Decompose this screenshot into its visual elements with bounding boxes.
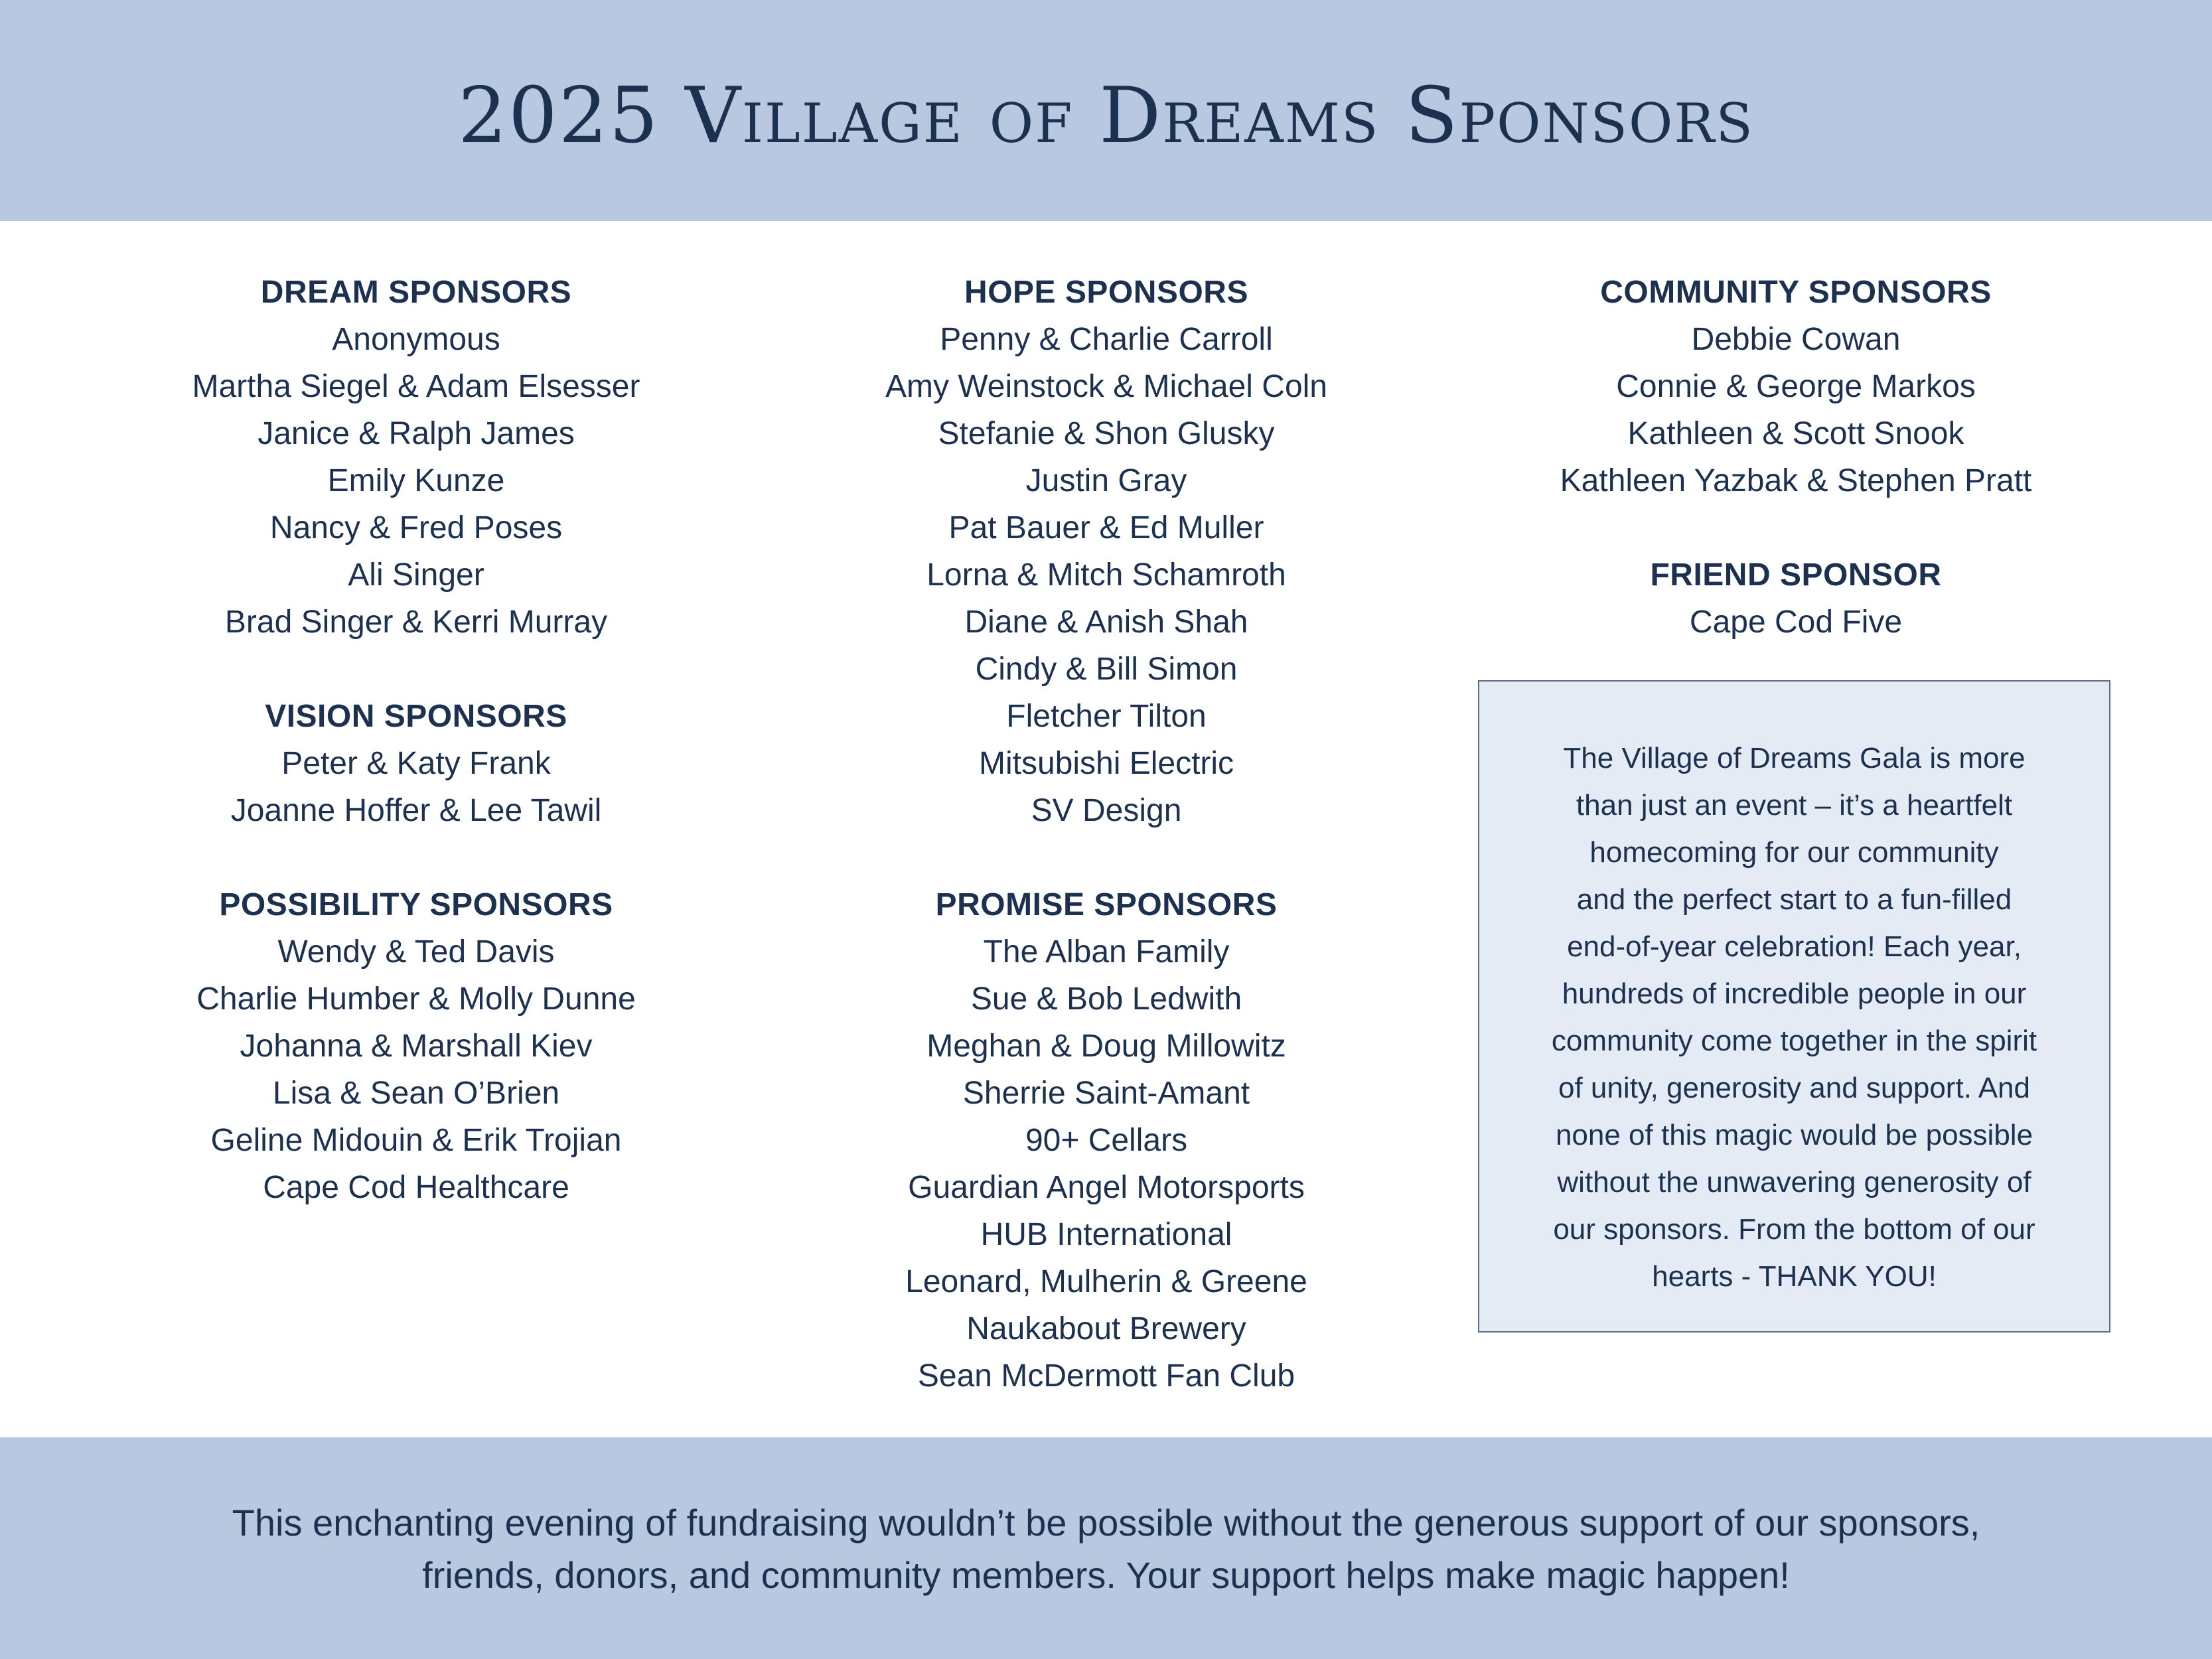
message-line: community come together in the spirit bbox=[1551, 1025, 2037, 1057]
sponsor-name: Charlie Humber & Molly Dunne bbox=[196, 981, 636, 1017]
sponsor-name: Justin Gray bbox=[1025, 463, 1187, 498]
sponsor-name: Brad Singer & Kerri Murray bbox=[224, 605, 608, 640]
sponsor-name: Geline Midouin & Erik Trojian bbox=[210, 1123, 622, 1158]
sponsor-name: 90+ Cellars bbox=[1025, 1123, 1188, 1158]
sponsor-name: Janice & Ralph James bbox=[258, 416, 575, 451]
sponsor-name: Cape Cod Five bbox=[1689, 605, 1903, 640]
sponsor-name: Pat Bauer & Ed Muller bbox=[948, 510, 1264, 545]
sponsor-name: Guardian Angel Motorsports bbox=[908, 1170, 1305, 1205]
sponsor-name: Cindy & Bill Simon bbox=[975, 652, 1238, 687]
sponsor-column-2 bbox=[774, 269, 1438, 1447]
sponsor-name: Kathleen & Scott Snook bbox=[1627, 416, 1964, 451]
sponsor-name: Wendy & Ted Davis bbox=[277, 934, 555, 970]
footer-text bbox=[0, 1496, 2212, 1601]
message-line: of unity, generosity and support. And bbox=[1558, 1072, 2030, 1104]
message-line: and the perfect start to a fun-filled bbox=[1576, 883, 2012, 916]
sponsor-name: HUB International bbox=[980, 1217, 1232, 1252]
sponsor-name: Sherrie Saint-Amant bbox=[962, 1076, 1250, 1111]
vision-sponsors-section bbox=[84, 693, 748, 834]
sponsor-name: Emily Kunze bbox=[327, 463, 505, 498]
sponsor-name: SV Design bbox=[1031, 793, 1182, 828]
section-heading: POSSIBILITY SPONSORS bbox=[219, 887, 613, 922]
sponsor-name: Leonard, Mulherin & Greene bbox=[905, 1264, 1307, 1299]
sponsor-name: Meghan & Doug Millowitz bbox=[926, 1029, 1286, 1064]
message-line: than just an event – it’s a heartfelt bbox=[1576, 789, 2013, 822]
sponsor-name: Anonymous bbox=[332, 322, 500, 357]
sponsor-name: Naukabout Brewery bbox=[966, 1311, 1246, 1346]
sponsor-name: Nancy & Fred Poses bbox=[269, 510, 563, 545]
sponsor-name: Martha Siegel & Adam Elsesser bbox=[192, 369, 640, 404]
message-line: hearts - THANK YOU! bbox=[1652, 1260, 1937, 1293]
possibility-sponsors-section bbox=[84, 881, 748, 1211]
sponsor-name: Connie & George Markos bbox=[1616, 369, 1976, 404]
message-line: hundreds of incredible people in our bbox=[1562, 977, 2027, 1010]
thank-you-message-box bbox=[1478, 680, 2110, 1333]
community-sponsors-section bbox=[1464, 269, 2128, 504]
section-heading: FRIEND SPONSOR bbox=[1650, 557, 1942, 593]
sponsor-name: Debbie Cowan bbox=[1691, 322, 1901, 357]
footer-line: friends, donors, and community members. Your support helps make magic happen! bbox=[422, 1554, 1790, 1596]
message-line: The Village of Dreams Gala is more bbox=[1563, 742, 2026, 774]
sponsor-name: Penny & Charlie Carroll bbox=[940, 322, 1273, 357]
sponsor-name: Amy Weinstock & Michael Coln bbox=[885, 369, 1327, 404]
sponsor-name: Lisa & Sean O’Brien bbox=[272, 1076, 560, 1111]
sponsor-name: The Alban Family bbox=[983, 934, 1230, 970]
message-line: our sponsors. From the bottom of our bbox=[1553, 1213, 2035, 1246]
message-line: end-of-year celebration! Each year, bbox=[1567, 930, 2022, 963]
section-heading: DREAM SPONSORS bbox=[260, 275, 572, 310]
sponsor-name: Joanne Hoffer & Lee Tawil bbox=[230, 793, 602, 828]
message-line: homecoming for our community bbox=[1589, 836, 1999, 869]
message-line: without the unwavering generosity of bbox=[1557, 1166, 2031, 1198]
sponsor-name: Fletcher Tilton bbox=[1006, 699, 1207, 734]
section-heading: VISION SPONSORS bbox=[265, 699, 567, 734]
sponsor-name: Sean McDermott Fan Club bbox=[917, 1358, 1295, 1394]
sponsor-column-1 bbox=[84, 269, 748, 1258]
sponsor-name: Peter & Katy Frank bbox=[281, 746, 551, 781]
footer-line: This enchanting evening of fundraising wouldn’t be possible without the generous support of our sponsors, bbox=[232, 1502, 1980, 1544]
dream-sponsors-section bbox=[84, 269, 748, 646]
sponsor-name: Johanna & Marshall Kiev bbox=[240, 1029, 593, 1064]
sponsor-name: Mitsubishi Electric bbox=[978, 746, 1234, 781]
sponsor-name: Diane & Anish Shah bbox=[964, 605, 1248, 640]
sponsor-name: Stefanie & Shon Glusky bbox=[938, 416, 1275, 451]
section-heading: PROMISE SPONSORS bbox=[935, 887, 1278, 922]
sponsor-name: Kathleen Yazbak & Stephen Pratt bbox=[1560, 463, 2032, 498]
section-heading: COMMUNITY SPONSORS bbox=[1600, 275, 1992, 310]
sponsor-name: Sue & Bob Ledwith bbox=[970, 981, 1242, 1017]
sponsor-column-3 bbox=[1464, 269, 2128, 693]
message-line: none of this magic would be possible bbox=[1555, 1119, 2033, 1151]
page-title: 2025 Village of Dreams Sponsors bbox=[458, 71, 1754, 161]
friend-sponsor-section bbox=[1464, 551, 2128, 646]
promise-sponsors-section bbox=[774, 881, 1438, 1400]
section-heading: HOPE SPONSORS bbox=[964, 275, 1248, 310]
sponsor-name: Lorna & Mitch Schamroth bbox=[926, 557, 1286, 593]
hope-sponsors-section bbox=[774, 269, 1438, 834]
sponsor-name: Ali Singer bbox=[348, 557, 484, 593]
sponsor-name: Cape Cod Healthcare bbox=[263, 1170, 569, 1205]
